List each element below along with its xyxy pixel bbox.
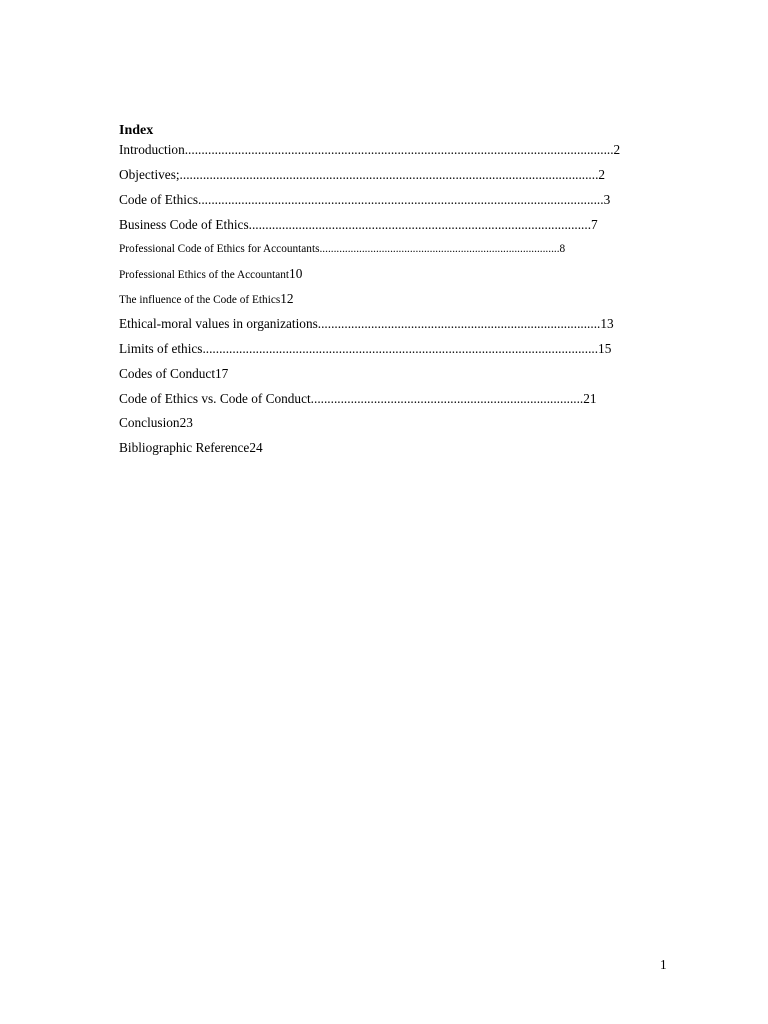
toc-entry-introduction: Introduction.................................................................................................................................2 bbox=[119, 142, 621, 157]
index-heading: Index bbox=[119, 123, 154, 138]
toc-entry-code-of-ethics: Code of Ethics..........................................................................................................................3 bbox=[119, 192, 611, 207]
toc-entry-codes-of-conduct: Codes of Conduct17 bbox=[119, 366, 229, 381]
toc-entry-title: Professional Ethics of the Accountant bbox=[119, 269, 290, 281]
toc-entry-limits-of-ethics: Limits of ethics.......................................................................................................................15 bbox=[119, 341, 612, 356]
toc-entry-objectives: Objectives;..............................................................................................................................2 bbox=[119, 167, 606, 182]
toc-entry-professional-ethics-accountant bbox=[119, 265, 302, 284]
toc-entry-conclusion: Conclusion23 bbox=[119, 415, 193, 430]
toc-entry-ethics-vs-conduct: Code of Ethics vs. Code of Conduct..................................................................................21 bbox=[119, 391, 597, 406]
toc-entry-title: The influence of the Code of Ethics bbox=[119, 294, 281, 306]
toc-entry-bibliographic-reference: Bibliographic Reference24 bbox=[119, 440, 263, 455]
page-number: 1 bbox=[660, 957, 667, 972]
toc-entry-professional-code-accountants: Professional Code of Ethics for Accountants.....................................................................................8 bbox=[119, 243, 566, 255]
toc-entry-business-code-of-ethics: Business Code of Ethics.......................................................................................................7 bbox=[119, 217, 598, 232]
toc-entry-page: 12 bbox=[280, 291, 294, 306]
toc-entry-influence-code-of-ethics bbox=[119, 290, 294, 309]
toc-entry-page: 10 bbox=[289, 266, 303, 281]
toc-entry-ethical-moral-values: Ethical-moral values in organizations.....................................................................................13 bbox=[119, 316, 614, 331]
